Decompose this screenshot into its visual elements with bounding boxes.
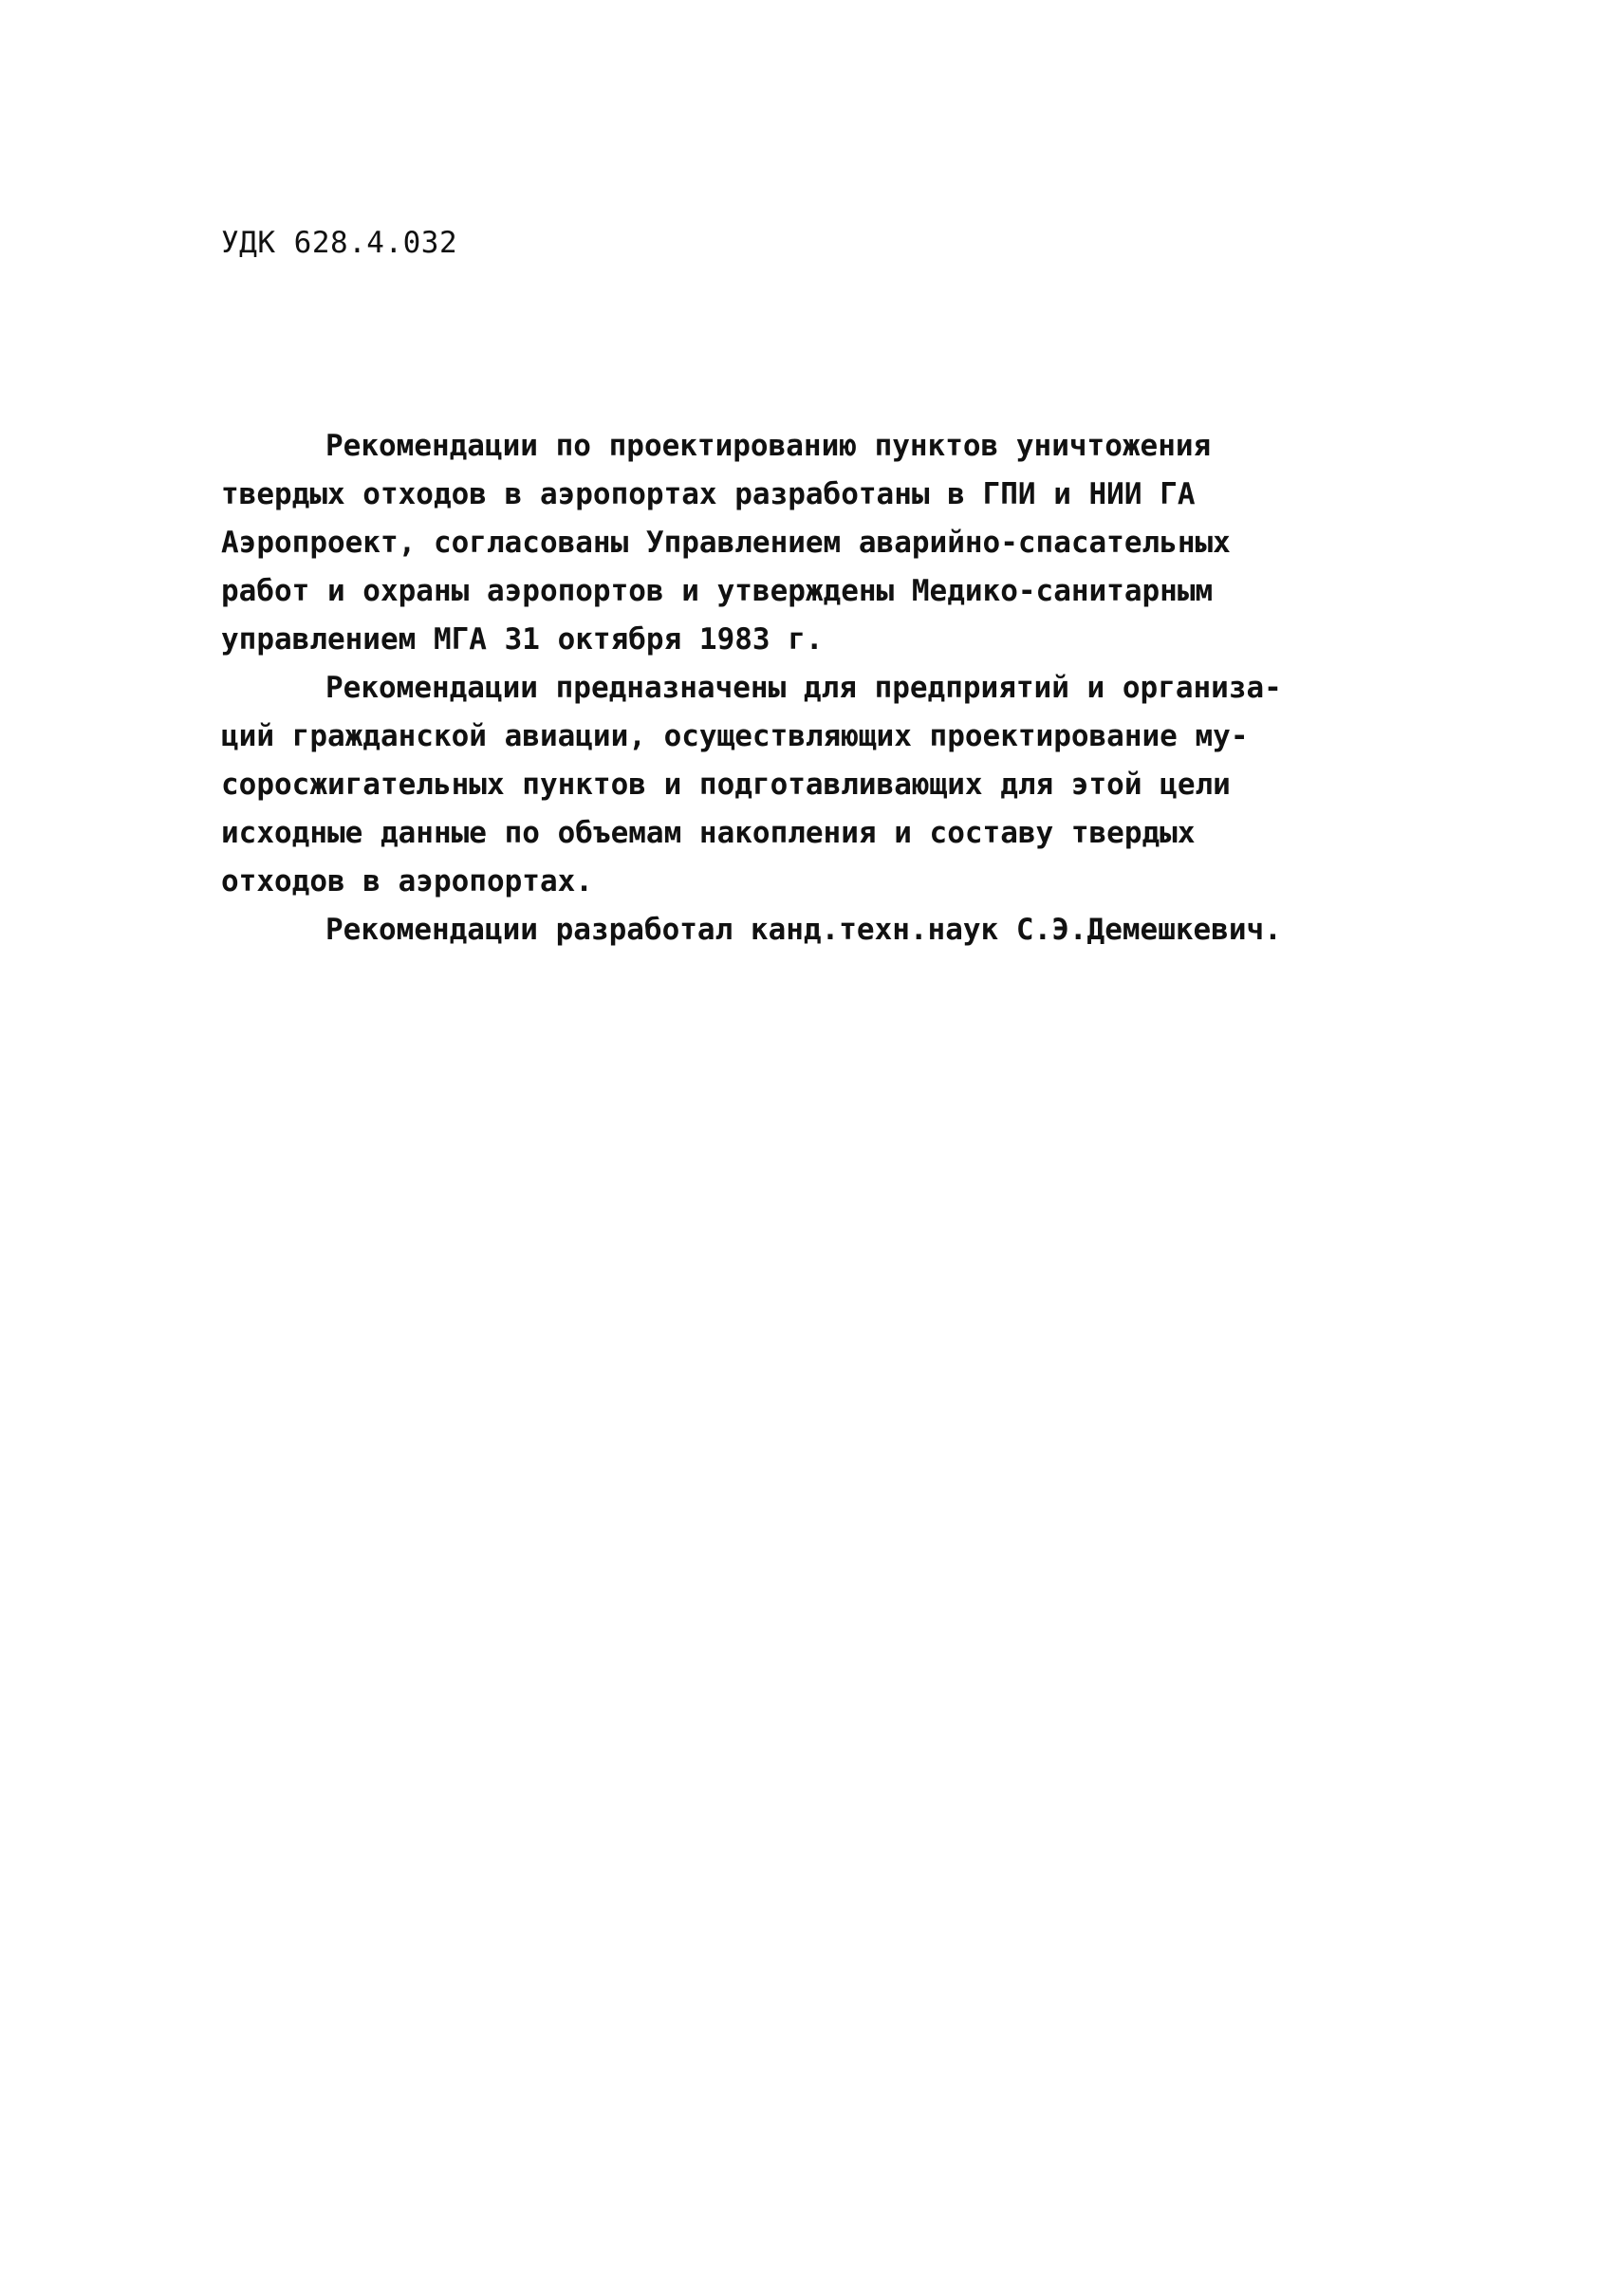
text-line: Рекомендации по проектированию пунктов уничтожения: [325, 429, 1212, 463]
text-line: ций гражданской авиации, осуществляющих проектирование му-: [221, 719, 1249, 753]
paragraph-development: [221, 422, 1417, 664]
text-line: твердых отходов в аэропортах разработаны в ГПИ и НИИ ГА: [221, 477, 1196, 511]
text-line: управлением МГА 31 октября 1983 г.: [221, 622, 824, 657]
text-line: соросжигательных пунктов и подготавливающих для этой цели: [221, 768, 1231, 802]
text-line: исходные данные по объемам накопления и составу твердых: [221, 816, 1196, 850]
paragraph-author: [221, 906, 1417, 954]
text-line: Аэропроект, согласованы Управлением аварийно-спасательных: [221, 526, 1231, 560]
udk-code: УДК 628.4.032: [221, 226, 458, 260]
text-line: Рекомендации разработал канд.техн.наук С.Э.Демешкевич.: [325, 913, 1282, 947]
paragraph-purpose: [221, 664, 1417, 906]
document-body: [221, 422, 1417, 954]
text-line: Рекомендации предназначены для предприятий и организа-: [325, 671, 1282, 705]
text-line: отходов в аэропортах.: [221, 864, 593, 898]
text-line: работ и охраны аэропортов и утверждены Медико-санитарным: [221, 574, 1214, 608]
